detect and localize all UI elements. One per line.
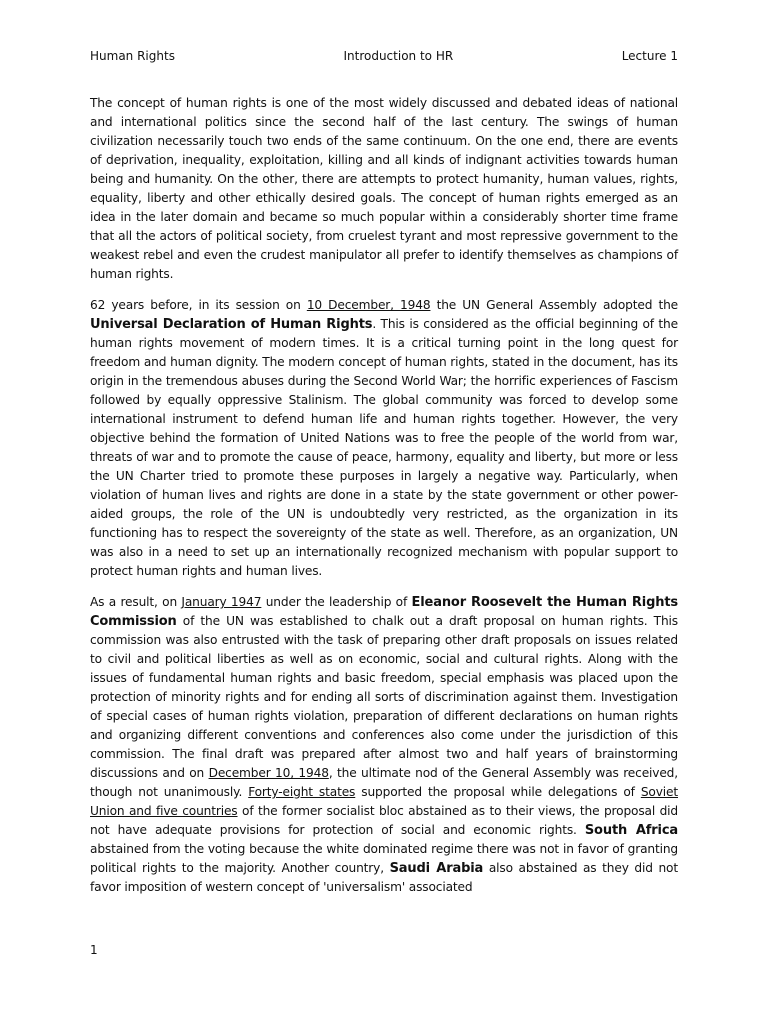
paragraph-1: The concept of human rights is one of the most widely discussed and debated ideas of national and international politics since the second half of the last century. The swings of human civilization necessarily touch two ends of the same continuum. On the one end, there are events of deprivation, inequality, exploitation, killing and all kinds of indignant activities towards human being and humanity. On the other, there are attempts to protect humanity, human values, rights, equality, liberty and other ethically desired goals. The concept of human rights emerged as an idea in the later domain and became so much popular within a considerably shorter time frame that all the actors of political society, from cruelest tyrant and most repressive government to the weakest rebel and even the crudest manipulator all prefer to identify themselves as champions of human rights. — [90, 96, 678, 281]
p2-text-2: the UN General Assembly adopted the — [430, 298, 678, 312]
p3-date2-underlined: December 10, 1948 — [208, 766, 329, 780]
page-header — [90, 47, 678, 65]
p3-states-underlined: Forty-eight states — [248, 785, 356, 799]
page-number: 1 — [90, 943, 98, 957]
header-left-title: Human Rights — [90, 49, 175, 63]
p3-text-6: of the former socialist bloc abstained as to their views, the proposal did not have adequate provisions for protection of social and economic rights. — [90, 804, 678, 837]
p3-commission-bold: Eleanor Roosevelt the Human Rights Commission — [90, 595, 679, 629]
p3-text-1: As a result, on — [90, 595, 182, 609]
p2-date-underlined: 10 December, 1948 — [306, 298, 431, 312]
p3-date1-underlined: January 1947 — [181, 595, 262, 609]
p3-text-2: under the leadership of — [261, 595, 412, 609]
p2-udhr-bold: Universal Declaration of Human Rights — [90, 317, 373, 332]
document-body — [90, 94, 678, 909]
header-center-title: Introduction to HR — [343, 49, 454, 63]
p2-text-1: 62 years before, in its session on — [90, 298, 307, 312]
p3-text-3: of the UN was established to chalk out a draft proposal on human rights. This commission was also entrusted with the task of preparing other draft proposals on issues related to civil and political liberties as well as on economic, social and cultural rights. Along with the issues of fundamental human rights and basic freedom, special emphasis was placed upon the protection of minority rights and for ending all sorts of discrimination against them. Investigation of special cases of human rights violation, preparation of different declarations on human rights and organizing different conventions and conferences also come under the jurisdiction of this commission. The final draft was prepared after almost two and half years of brainstorming discussions and on — [90, 614, 678, 780]
p3-text-8: also abstained as they did not favor imposition of western concept of 'universalism' associated — [90, 861, 678, 894]
paragraph-3 — [90, 593, 678, 897]
p3-text-7: abstained from the voting because the white dominated regime there was not in favor of granting political rights to the majority. Another country, — [90, 842, 678, 875]
p3-text-5: supported the proposal while delegations of — [355, 785, 641, 799]
header-right-lecture: Lecture 1 — [621, 49, 678, 63]
p2-text-3: . This is considered as the official beginning of the human rights movement of modern times. It is a critical turning point in the long quest for freedom and human dignity. The modern concept of human rights, stated in the document, has its origin in the tremendous abuses during the Second World War; the horrific experiences of Fascism followed by equally oppressive Stalinism. The global community was forced to develop some international instrument to defend human life and human rights together. However, the very objective behind the formation of United Nations was to free the people of the world from war, threats of war and to promote the cause of peace, harmony, equality and liberty, but more or less the UN Charter tried to promote these purposes in largely a negative way. Particularly, when violation of human lives and rights are done in a state by the state government or other power-aided groups, the role of the UN is undoubtedly very restricted, as the organization in its functioning has to respect the sovereignty of the state as well. Therefore, as an organization, UN was also in a need to set up an internationally recognized mechanism with popular support to protect human rights and human lives. — [90, 317, 678, 578]
p3-text-4: , the ultimate nod of the General Assembly was received, though not unanimously. — [90, 766, 678, 799]
p3-soviet-underlined: Soviet Union and five countries — [90, 785, 678, 818]
paragraph-2 — [90, 296, 678, 581]
p3-south-africa-bold: South Africa — [584, 823, 678, 838]
p3-saudi-bold: Saudi Arabia — [389, 861, 484, 876]
